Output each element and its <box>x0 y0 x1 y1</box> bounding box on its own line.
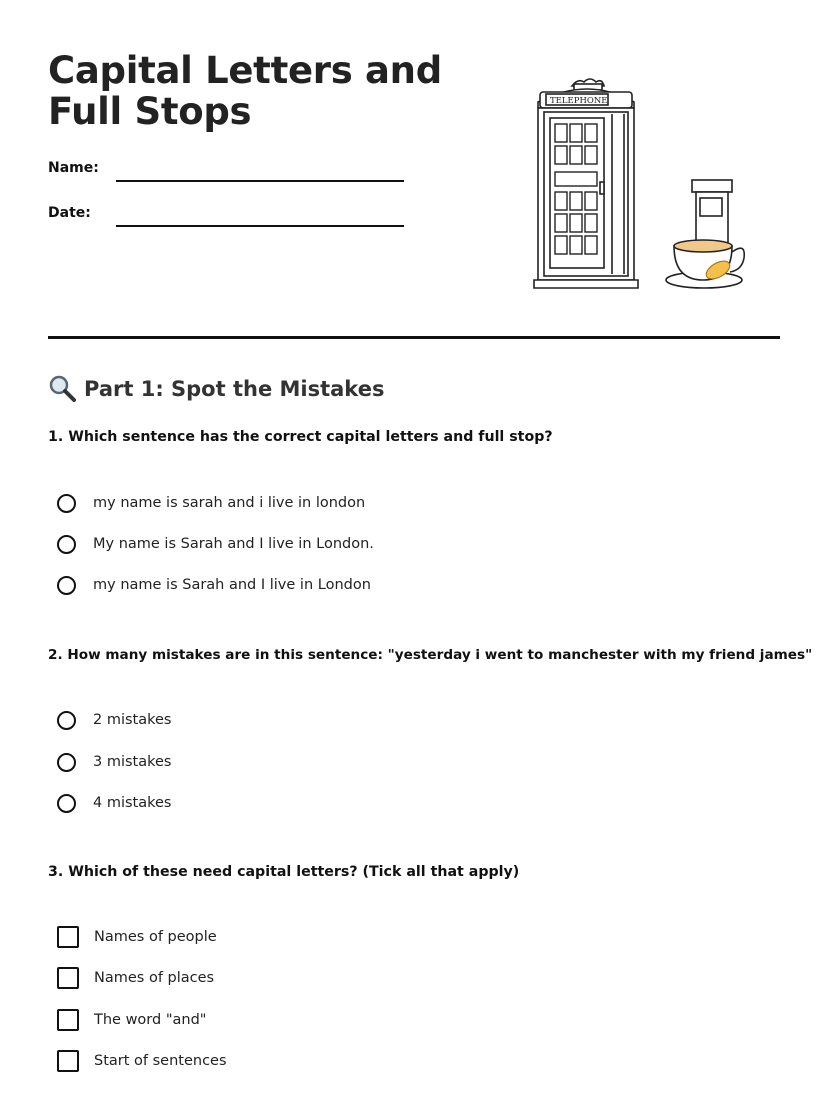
date-label: Date: <box>48 205 91 221</box>
option-label: my name is sarah and i live in london <box>93 495 366 511</box>
london-illustration <box>528 74 752 294</box>
question-3: 3. Which of these need capital letters? (Tick all that apply) <box>48 864 520 880</box>
teacup-icon <box>666 240 744 288</box>
q2-option-1[interactable] <box>57 707 171 733</box>
option-label: 2 mistakes <box>93 712 172 728</box>
q1-option-1[interactable] <box>57 490 365 516</box>
q1-option-2[interactable] <box>57 531 374 557</box>
option-label: My name is Sarah and I live in London. <box>93 536 374 552</box>
option-label: Names of places <box>94 970 215 986</box>
telephone-sign: TELEPHONE <box>550 96 608 106</box>
checkbox[interactable] <box>57 926 79 948</box>
date-line[interactable] <box>116 225 404 227</box>
option-label: Names of people <box>94 929 217 945</box>
option-label: 4 mistakes <box>93 795 172 811</box>
radio-button[interactable] <box>57 711 76 730</box>
option-label: my name is Sarah and I live in London <box>93 577 371 593</box>
name-line[interactable] <box>116 180 404 182</box>
worksheet-title: Capital Letters and Full Stops <box>48 49 442 133</box>
radio-button[interactable] <box>57 753 76 772</box>
radio-button[interactable] <box>57 535 76 554</box>
question-2: 2. How many mistakes are in this sentence: "yesterday i went to manchester with my friend james" <box>48 647 813 663</box>
question-1: 1. Which sentence has the correct capital letters and full stop? <box>48 429 553 445</box>
option-label: 3 mistakes <box>93 754 172 770</box>
checkbox[interactable] <box>57 967 79 989</box>
telephone-box-icon <box>534 79 638 288</box>
radio-button[interactable] <box>57 494 76 513</box>
q3-option-3[interactable] <box>57 1007 206 1033</box>
checkbox[interactable] <box>57 1009 79 1031</box>
q2-option-2[interactable] <box>57 749 171 775</box>
part1-heading <box>48 374 384 404</box>
q3-option-4[interactable] <box>57 1048 227 1074</box>
magnifying-glass-icon <box>48 374 78 404</box>
q2-option-3[interactable] <box>57 790 171 816</box>
checkbox[interactable] <box>57 1050 79 1072</box>
q1-option-3[interactable] <box>57 572 371 598</box>
radio-button[interactable] <box>57 794 76 813</box>
option-label: Start of sentences <box>94 1053 227 1069</box>
radio-button[interactable] <box>57 576 76 595</box>
option-label: The word "and" <box>94 1012 207 1028</box>
name-label: Name: <box>48 160 99 176</box>
section-divider <box>48 336 780 339</box>
q3-option-1[interactable] <box>57 924 217 950</box>
q3-option-2[interactable] <box>57 965 214 991</box>
part1-title: Part 1: Spot the Mistakes <box>84 377 385 401</box>
